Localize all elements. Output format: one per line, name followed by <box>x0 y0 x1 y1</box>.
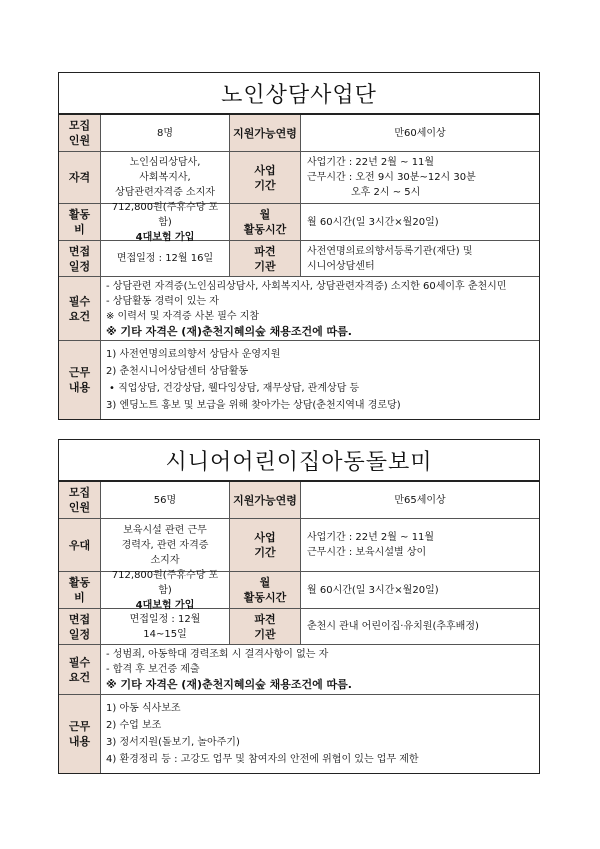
required-row <box>59 645 539 695</box>
interview-row <box>59 241 539 277</box>
agency-value <box>301 241 539 276</box>
qualification-row <box>59 152 539 204</box>
age-value: 만65세이상 <box>394 494 446 506</box>
preference-line: 소지자 <box>150 554 180 566</box>
preference-value <box>101 519 229 571</box>
required-label: 필수 요건 <box>59 645 101 694</box>
agency-value: 춘천시 관내 어린이집·유치원(추후배정) <box>307 621 479 632</box>
period-value <box>301 152 539 203</box>
pay-row <box>59 201 539 243</box>
duty-line: • 직업상담, 건강상담, 웰다잉상담, 재무상담, 관계상담 등 <box>109 383 360 394</box>
table-title: 노인상담사업단 <box>59 73 539 115</box>
required-line: - 합격 후 보건증 제출 <box>106 664 200 675</box>
duty-line: 2) 춘천시니어상담센터 상담활동 <box>106 366 249 377</box>
required-line: - 상담관련 자격증(노인심리상담사, 사회복지사, 상담관련자격증) 소지한 60세이후 춘천시민 <box>106 280 507 292</box>
pay-label: 활동 비 <box>59 204 101 240</box>
agency-line: 시니어상담센터 <box>307 260 375 272</box>
interview-label: 면접 일정 <box>59 241 101 276</box>
qualification-label: 자격 <box>59 152 101 203</box>
recruit-value: 8명 <box>156 127 174 139</box>
age-label: 지원가능연령 <box>229 115 301 151</box>
agency-label: 파견 기관 <box>229 241 301 276</box>
pay-amount: 712,800원(주휴수당 포함) <box>111 569 219 596</box>
insurance-text: 4대보험 가입 <box>135 231 195 243</box>
period-label: 사업 기간 <box>229 152 301 203</box>
qualification-line: 상담관련자격증 소지자 <box>115 187 215 198</box>
senior-childcare-table <box>58 439 540 774</box>
pay-amount: 712,800원(주휴수당 포함) <box>111 201 219 228</box>
duty-line: 3) 정서지원(돌보기, 놀아주기) <box>106 737 240 748</box>
period-line: 사업기간 : 22년 2월 ~ 11월 <box>307 157 435 168</box>
insurance-text: 4대보험 가입 <box>135 599 195 611</box>
qualification-value <box>101 152 229 203</box>
pay-label: 활동 비 <box>59 572 101 608</box>
pay-row <box>59 569 539 611</box>
age-value: 만60세이상 <box>394 127 446 139</box>
duty-row <box>59 695 539 773</box>
period-line: 오후 2시 ~ 5시 <box>351 187 421 198</box>
recruit-row <box>59 115 539 152</box>
required-row <box>59 277 539 341</box>
period-line: 근무시간 : 오전 9시 30분~12시 30분 <box>307 172 476 183</box>
duty-line: 1) 아동 식사보조 <box>106 703 181 714</box>
required-value <box>101 645 539 694</box>
qualification-line: 사회복지사, <box>139 172 191 183</box>
age-label: 지원가능연령 <box>229 482 301 518</box>
required-line: ※ 이력서 및 자격증 사본 필수 지참 <box>106 310 260 322</box>
period-line: 근무시간 : 보육시설별 상이 <box>307 547 427 558</box>
preference-label: 우대 <box>59 519 101 571</box>
preference-line: 경력자, 관련 자격증 <box>121 539 209 551</box>
hours-label: 월 활동시간 <box>229 572 301 608</box>
period-value <box>301 519 539 571</box>
required-note: ※ 기타 자격은 (재)춘천지혜의숲 채용조건에 따름. <box>106 678 352 691</box>
agency-label: 파견 기관 <box>229 609 301 644</box>
recruit-label: 모집 인원 <box>59 482 101 518</box>
interview-row <box>59 609 539 645</box>
senior-counseling-table <box>58 72 540 420</box>
hours-value: 월 60시간(일 3시간×월20일) <box>307 584 439 596</box>
hours-value: 월 60시간(일 3시간×월20일) <box>307 216 439 228</box>
hours-label: 월 활동시간 <box>229 204 301 240</box>
preference-line: 보육시설 관련 근무 <box>123 524 207 536</box>
interview-value: 면접일정 : 12월 16일 <box>116 253 214 264</box>
pay-value <box>101 569 229 611</box>
period-label: 사업 기간 <box>229 519 301 571</box>
required-label: 필수 요건 <box>59 277 101 340</box>
pay-value <box>101 201 229 243</box>
recruit-row <box>59 482 539 519</box>
duty-line: 2) 수업 보조 <box>106 720 162 731</box>
duty-value <box>101 695 539 773</box>
interview-label: 면접 일정 <box>59 609 101 644</box>
duty-line: 3) 엔딩노트 홍보 및 보급을 위해 찾아가는 상담(춘천지역내 경로당) <box>106 400 401 411</box>
required-line: - 상담활동 경력이 있는 자 <box>106 295 219 307</box>
interview-line: 면접일정 : 12월 <box>129 613 201 625</box>
interview-line: 14~15일 <box>143 628 187 640</box>
duty-label: 근무 내용 <box>59 341 101 419</box>
required-line: - 성범죄, 아동학대 경력조회 시 결격사항이 없는 자 <box>106 649 329 660</box>
qualification-line: 노인심리상담사, <box>129 157 201 168</box>
table-title: 시니어어린이집아동돌보미 <box>59 440 539 482</box>
agency-line: 사전연명의료의향서등록기관(재단) 및 <box>307 245 473 257</box>
duty-line: 1) 사전연명의료의향서 상담사 운영지원 <box>106 349 281 360</box>
duty-line: 4) 환경정리 등 : 고강도 업무 및 참여자의 안전에 위협이 있는 업무 제한 <box>106 754 419 765</box>
preference-row <box>59 519 539 572</box>
recruit-label: 모집 인원 <box>59 115 101 151</box>
required-note: ※ 기타 자격은 (재)춘천지혜의숲 채용조건에 따름. <box>106 324 352 338</box>
duty-row <box>59 341 539 419</box>
duty-label: 근무 내용 <box>59 695 101 773</box>
period-line: 사업기간 : 22년 2월 ~ 11월 <box>307 532 435 543</box>
recruit-value: 56명 <box>153 494 177 506</box>
interview-value <box>101 609 229 644</box>
required-value <box>101 277 539 340</box>
duty-value <box>101 341 539 419</box>
